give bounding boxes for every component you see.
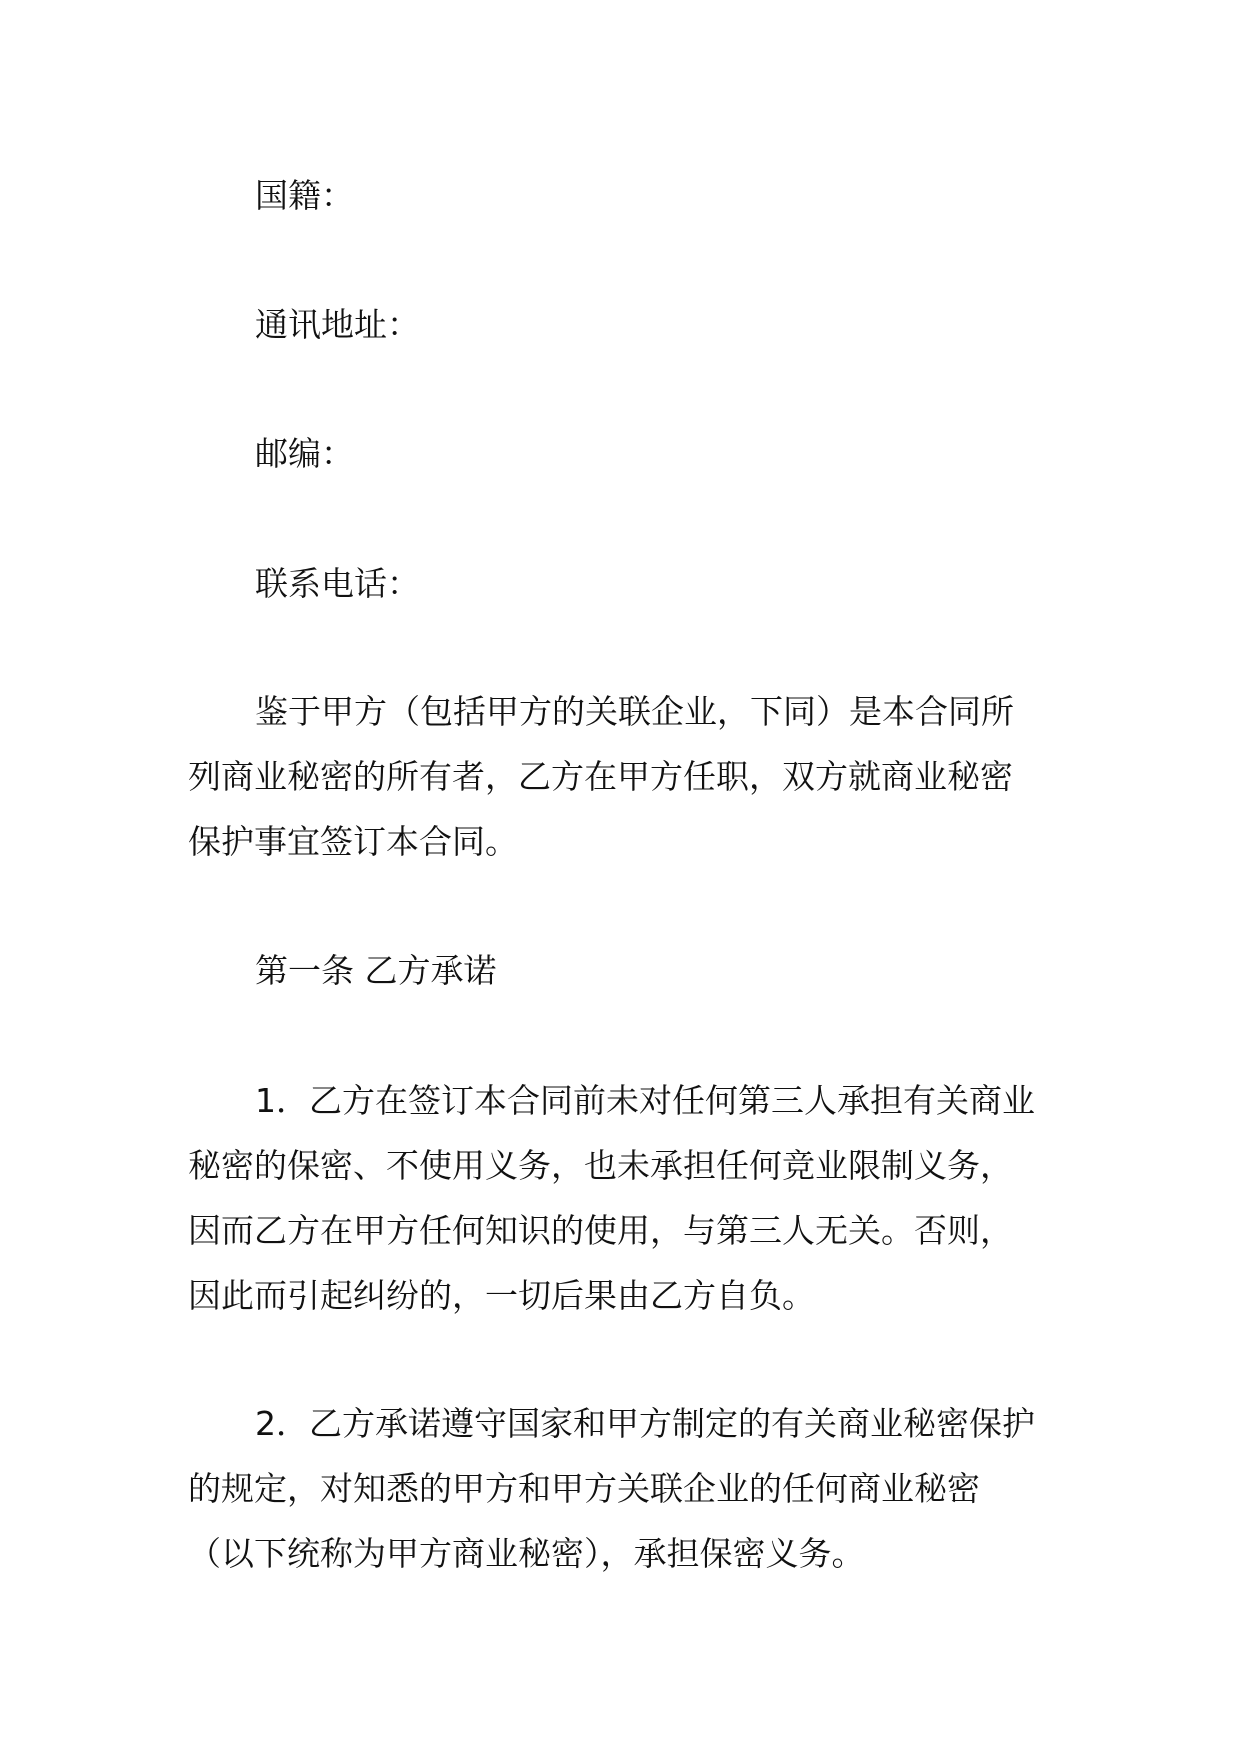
paragraph-line: 保护事宜签订本合同。 [188, 822, 518, 861]
paragraph-line: 因而乙方在甲方任何知识的使用，与第三人无关。否则， [188, 1211, 1013, 1250]
paragraph-line: 秘密的保密、不使用义务，也未承担任何竞业限制义务， [188, 1146, 1013, 1185]
paragraph-line: （以下统称为甲方商业秘密），承担保密义务。 [188, 1534, 865, 1573]
paragraph-line: 因此而引起纠纷的，一切后果由乙方自负。 [188, 1276, 815, 1315]
paragraph-line: 鉴于甲方（包括甲方的关联企业，下同）是本合同所 [255, 692, 1014, 731]
article-title: 第一条 乙方承诺 [255, 951, 497, 990]
paragraph-line: 1．乙方在签订本合同前未对任何第三人承担有关商业 [255, 1081, 1035, 1120]
field-nationality: 国籍： [255, 176, 354, 215]
field-phone: 联系电话： [255, 564, 420, 603]
paragraph-line: 列商业秘密的所有者，乙方在甲方任职，双方就商业秘密 [188, 757, 1013, 796]
paragraph-line: 2．乙方承诺遵守国家和甲方制定的有关商业秘密保护 [255, 1404, 1035, 1443]
field-address: 通讯地址： [255, 305, 420, 344]
field-postcode: 邮编： [255, 434, 354, 473]
paragraph-line: 的规定，对知悉的甲方和甲方关联企业的任何商业秘密 [188, 1469, 980, 1508]
